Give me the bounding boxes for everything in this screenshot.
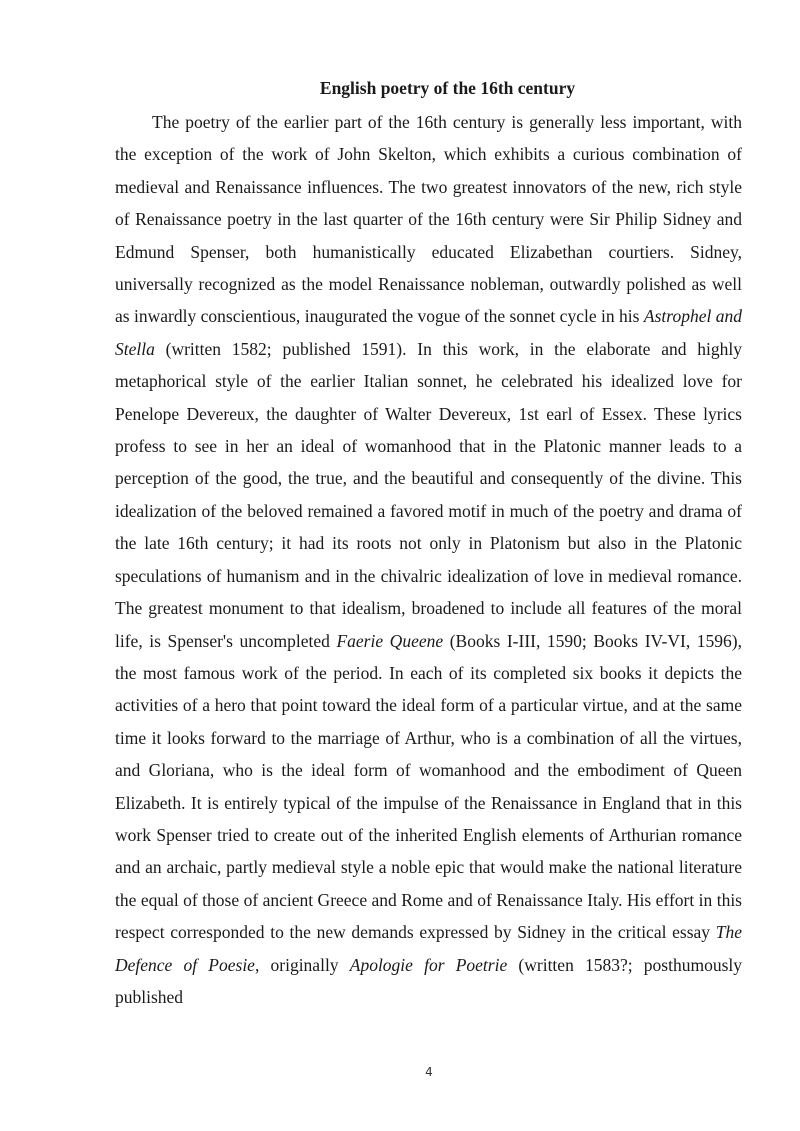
document-title: English poetry of the 16th century	[319, 78, 576, 98]
work-title-defence: The Defence of Poesie	[115, 922, 742, 975]
body-paragraph	[115, 106, 742, 1013]
text-segment: , originally	[254, 954, 350, 975]
work-title-astrophel: Astrophel and Stella	[115, 306, 743, 359]
text-segment: (written 1582; published 1591). In this work, in the elaborate and highly metaphorical style of the earlier Italian sonnet, he celebrated his idealized love for Penelope Devereux, the daughter of Walter Devereux, 1st earl of Essex. These lyrics profess to see in her an ideal of womanhood that in the Platonic manner leads to a perception of the good, the true, and the beautiful and consequently of the divine. This idealization of the beloved remained a favored motif in much of the poetry and drama of the late 16th century; it had its roots not only in Platonism but also in the Platonic speculations of humanism and in the chivalric idealization of love in medieval romance. The greatest monument to that idealism, broadened to include all features of the moral life, is Spenser's uncompleted	[115, 338, 742, 651]
work-title-faerie-queene: Faerie Queene	[336, 630, 444, 651]
page-number: 4	[425, 1065, 433, 1079]
work-title-apologie: Apologie for Poetrie	[349, 954, 508, 975]
text-segment: (Books I-III, 1590; Books IV-VI, 1596), the most famous work of the period. In each of its completed six books it depicts the activities of a hero that point toward the ideal form of a particular virtue, and at the same time it looks forward to the marriage of Arthur, who is a combination of all the virtues, and Gloriana, who is the ideal form of womanhood and the embodiment of Queen Elizabeth. It is entirely typical of the impulse of the Renaissance in England that in this work Spenser tried to create out of the inherited English elements of Arthurian romance and an archaic, partly medieval style a noble epic that would make the national literature the equal of those of ancient Greece and Rome and of Renaissance Italy. His effort in this respect corresponded to the new demands expressed by Sidney in the critical essay	[115, 630, 743, 943]
text-segment: (written 1583?; posthumously published	[115, 954, 743, 1007]
text-segment: The poetry of the earlier part of the 16th century is generally less important, with the exception of the work of John Skelton, which exhibits a curious combination of medieval and Renaissance influences. The two greatest innovators of the new, rich style of Renaissance poetry in the last quarter of the 16th century were Sir Philip Sidney and Edmund Spenser, both humanistically educated Elizabethan courtiers. Sidney, universally recognized as the model Renaissance nobleman, outwardly polished as well as inwardly conscientious, inaugurated the vogue of the sonnet cycle in his	[115, 112, 742, 327]
